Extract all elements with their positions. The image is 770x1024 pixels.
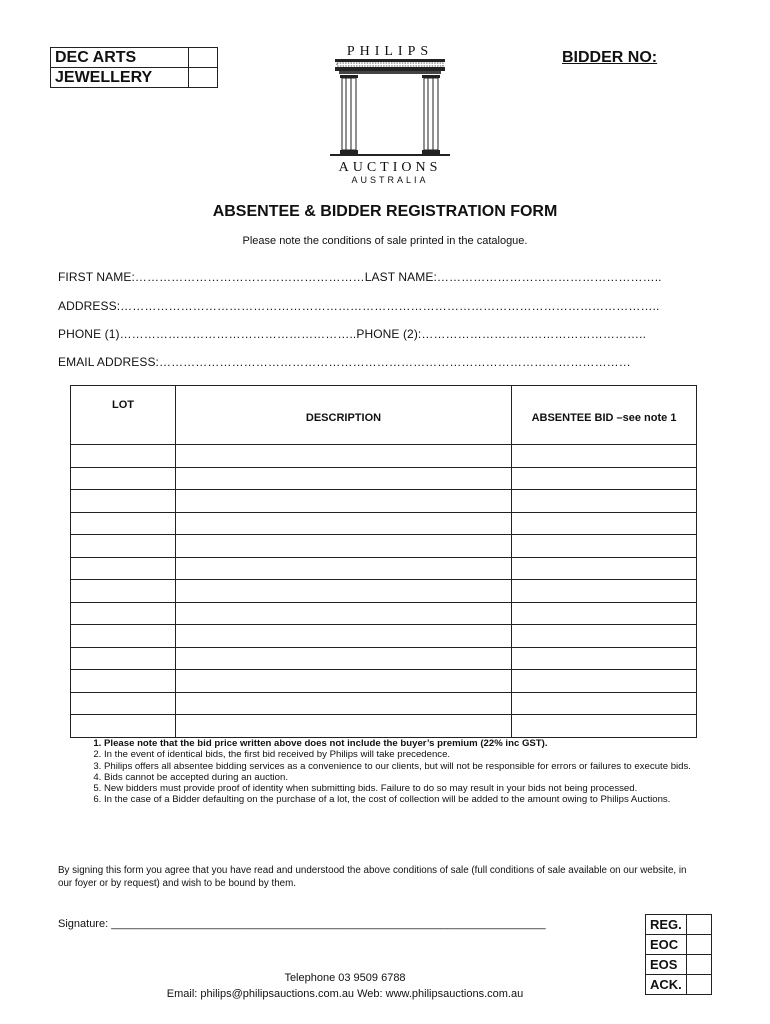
bid-cell[interactable]: [512, 467, 697, 490]
logo-bottom-text: AUCTIONS: [338, 160, 442, 175]
lot-cell[interactable]: [71, 445, 176, 468]
lot-cell[interactable]: [71, 625, 176, 648]
bid-cell[interactable]: [512, 535, 697, 558]
description-cell[interactable]: [176, 670, 512, 693]
table-row: [71, 692, 697, 715]
table-row: [71, 670, 697, 693]
signature-line[interactable]: Signature: _______________________________________________________________________: [58, 918, 546, 930]
bid-cell[interactable]: [512, 557, 697, 580]
office-use-label: EOS: [646, 955, 687, 975]
description-cell[interactable]: [176, 557, 512, 580]
description-cell[interactable]: [176, 512, 512, 535]
office-use-label: EOC: [646, 935, 687, 955]
bid-cell[interactable]: [512, 445, 697, 468]
table-row: [71, 557, 697, 580]
office-use-row: [646, 935, 712, 955]
form-title: ABSENTEE & BIDDER REGISTRATION FORM: [212, 203, 558, 220]
description-cell[interactable]: [176, 580, 512, 603]
department-box: [50, 47, 218, 88]
lot-cell[interactable]: [71, 557, 176, 580]
department-checkbox-1[interactable]: [189, 48, 218, 68]
philips-logo: [325, 40, 455, 190]
bid-cell[interactable]: [512, 647, 697, 670]
bid-cell[interactable]: [512, 625, 697, 648]
email-field[interactable]: EMAIL ADDRESS:………………………………………………………………………………………………………: [58, 355, 631, 369]
note-item: 1. Please note that the bid price written above does not include the buyer’s premium (22% inc GST).: [104, 738, 720, 749]
table-row: [71, 490, 697, 513]
lot-cell[interactable]: [71, 512, 176, 535]
department-checkbox-2[interactable]: [189, 68, 218, 88]
description-cell[interactable]: [176, 692, 512, 715]
table-row: [71, 602, 697, 625]
description-cell[interactable]: [176, 467, 512, 490]
description-header: DESCRIPTION: [176, 386, 512, 445]
office-use-checkbox[interactable]: [686, 975, 711, 995]
phone-fields[interactable]: PHONE (1)…………………………………………………..PHONE (2):………………………………………………..: [58, 327, 647, 341]
name-fields[interactable]: FIRST NAME:…………………………………………………LAST NAME:………………………………………………..: [58, 270, 662, 284]
table-row: [71, 647, 697, 670]
table-row: [71, 625, 697, 648]
lot-cell[interactable]: [71, 670, 176, 693]
office-use-checkbox[interactable]: [686, 955, 711, 975]
table-row: [71, 580, 697, 603]
agreement-text: By signing this form you agree that you have read and understood the above conditions of sale (full conditions of sale available on our website, in our foyer or by request) and wish to be bound by them.: [58, 865, 687, 889]
description-cell[interactable]: [176, 445, 512, 468]
description-cell[interactable]: [176, 625, 512, 648]
logo-sub-text: AUSTRALIA: [351, 175, 429, 185]
lot-header: LOT: [71, 386, 176, 445]
conditions-note: Please note the conditions of sale printed in the catalogue.: [242, 235, 528, 247]
office-use-checkbox[interactable]: [686, 915, 711, 935]
note-item: 2. In the event of identical bids, the first bid received by Philips will take precedence.: [104, 749, 720, 760]
office-use-label: ACK.: [646, 975, 687, 995]
note-item: 6. In the case of a Bidder defaulting on the purchase of a lot, the cost of collection will be added to the amount owing to Philips Auctions.: [104, 794, 720, 805]
lot-cell[interactable]: [71, 490, 176, 513]
note-item: 5. New bidders must provide proof of identity when submitting bids. Failure to do so may result in your bids not being processed.: [104, 783, 720, 794]
notes-list: [80, 738, 720, 806]
department-line1: DEC ARTS: [51, 48, 189, 68]
bid-cell[interactable]: [512, 692, 697, 715]
address-field[interactable]: ADDRESS:……………………………………………………………………………………………………………………..: [58, 299, 660, 313]
table-header-row: [71, 386, 697, 445]
description-cell[interactable]: [176, 715, 512, 738]
bid-cell[interactable]: [512, 715, 697, 738]
table-row: [71, 467, 697, 490]
footer-contact: Email: philips@philipsauctions.com.au Web: www.philipsauctions.com.au: [166, 988, 524, 1000]
bid-cell[interactable]: [512, 670, 697, 693]
bidder-number-label: BIDDER NO:: [562, 49, 658, 66]
table-row: [71, 512, 697, 535]
lots-table: [70, 385, 697, 738]
table-row: [71, 715, 697, 738]
lot-cell[interactable]: [71, 580, 176, 603]
table-row: [71, 445, 697, 468]
note-item: 4. Bids cannot be accepted during an auction.: [104, 772, 720, 783]
lot-cell[interactable]: [71, 602, 176, 625]
notes-section: [80, 738, 720, 806]
description-cell[interactable]: [176, 490, 512, 513]
department-line2: JEWELLERY: [51, 68, 189, 88]
lot-cell[interactable]: [71, 467, 176, 490]
office-use-label: REG.: [646, 915, 687, 935]
description-cell[interactable]: [176, 647, 512, 670]
lot-cell[interactable]: [71, 647, 176, 670]
footer-telephone: Telephone 03 9509 6788: [284, 972, 406, 984]
note-item: 3. Philips offers all absentee bidding services as a convenience to our clients, but will not be responsible for errors or failures to execute bids.: [104, 761, 720, 772]
office-use-row: [646, 915, 712, 935]
bid-cell[interactable]: [512, 602, 697, 625]
table-row: [71, 535, 697, 558]
logo-top-text: PHILIPS: [346, 44, 434, 59]
lot-cell[interactable]: [71, 692, 176, 715]
bid-cell[interactable]: [512, 490, 697, 513]
bid-cell[interactable]: [512, 580, 697, 603]
absentee-bid-header: ABSENTEE BID –see note 1: [512, 386, 697, 445]
lot-cell[interactable]: [71, 715, 176, 738]
description-cell[interactable]: [176, 535, 512, 558]
bid-cell[interactable]: [512, 512, 697, 535]
lot-cell[interactable]: [71, 535, 176, 558]
office-use-checkbox[interactable]: [686, 935, 711, 955]
description-cell[interactable]: [176, 602, 512, 625]
